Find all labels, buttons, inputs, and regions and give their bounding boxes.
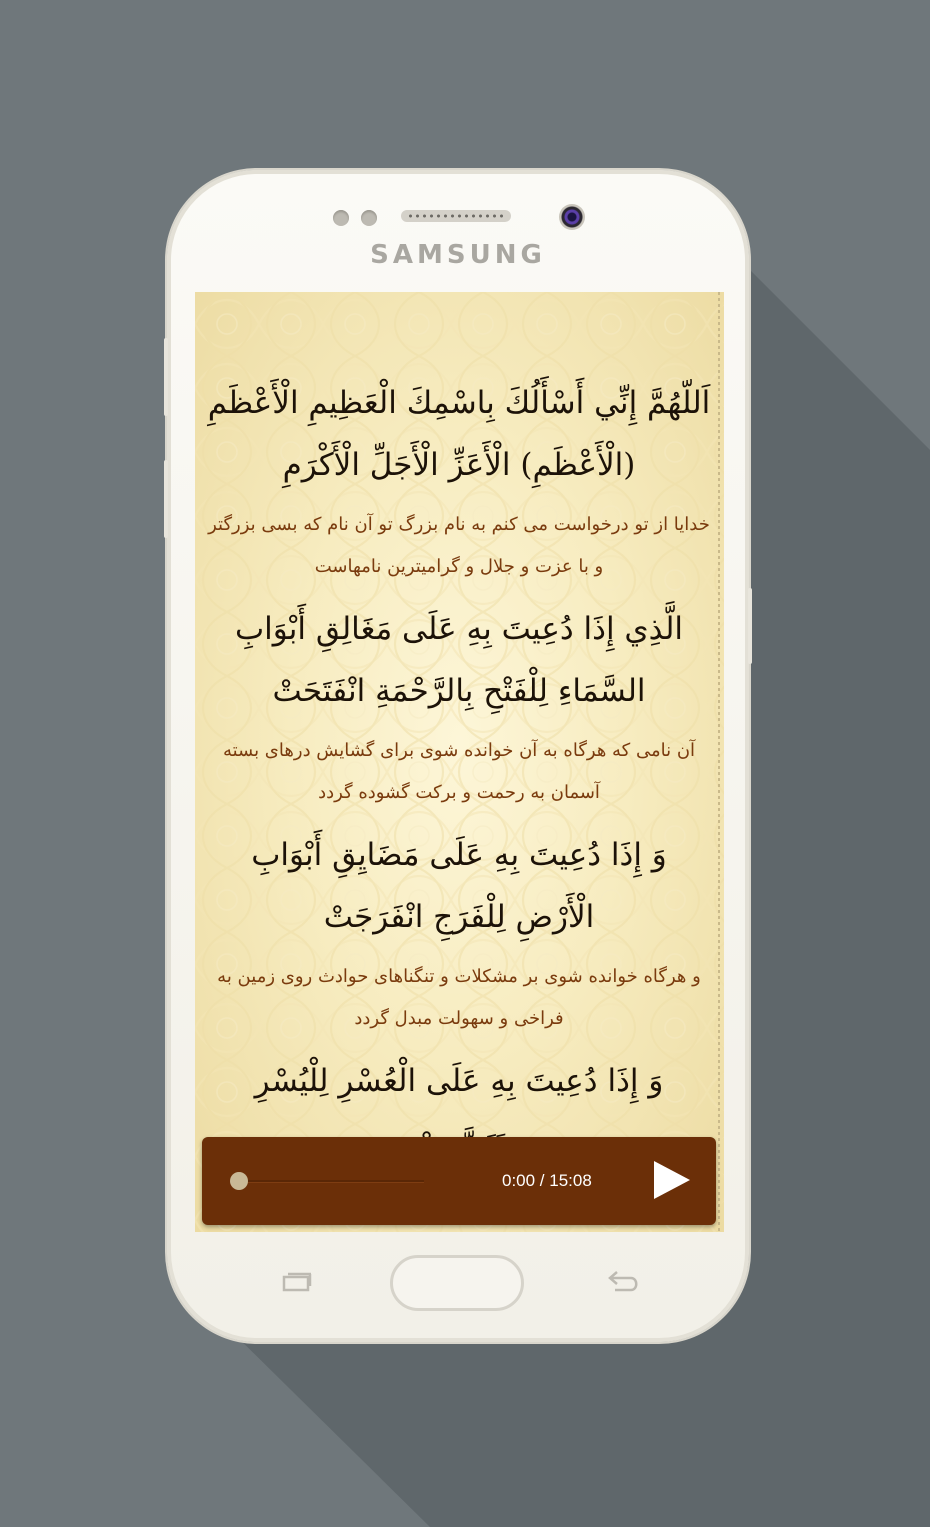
back-icon[interactable] (607, 1268, 641, 1294)
verse-translation-1: خدایا از تو درخواست می کنم به نام بزرگ تو آن نام که بسی بزرگتر و با عزت و جلال و گرامیترین نامهاست (208, 514, 710, 577)
playback-time: 0:00 / 15:08 (502, 1171, 592, 1190)
play-icon (654, 1161, 690, 1199)
verse-arabic-3: وَ إِذَا دُعِيتَ بِهِ عَلَى مَضَايِقِ أَبْوَابِ الْأَرْضِ لِلْفَرَجِ انْفَرَجَتْ (251, 837, 667, 935)
front-camera (559, 204, 585, 230)
home-button[interactable] (390, 1255, 524, 1311)
phone-frame (167, 170, 749, 1342)
light-sensor (361, 210, 377, 226)
screen[interactable] (195, 292, 724, 1232)
power-button (748, 588, 752, 664)
volume-up-button (164, 338, 168, 416)
edge-dashed-border (718, 292, 720, 1232)
brand-logo: SAMSUNG (370, 240, 546, 270)
verse-translation-2: آن نامی که هرگاه به آن خوانده شوی برای گشایش درهای بسته آسمان به رحمت و برکت گشوده گردد (222, 740, 696, 803)
recent-apps-icon[interactable] (282, 1272, 312, 1292)
volume-down-button (164, 460, 168, 538)
verse-arabic-2: الَّذِي إِذَا دُعِيتَ بِهِ عَلَى مَغَالِقِ أَبْوَابِ السَّمَاءِ لِلْفَتْحِ بِالرَّحْمَةِ انْفَتَحَتْ (234, 611, 684, 709)
audio-player (202, 1137, 716, 1225)
play-button[interactable] (652, 1159, 692, 1201)
seek-thumb[interactable] (230, 1172, 248, 1190)
verse-arabic-4: وَ إِذَا دُعِيتَ بِهِ عَلَى الْعُسْرِ لِلْيُسْرِ (254, 1063, 664, 1099)
seek-bar[interactable] (240, 1180, 424, 1182)
verse-arabic-1: اَللّهُمَّ إِنِّي أَسْأَلُكَ بِاسْمِكَ الْعَظِيمِ الْأَعْظَمِ (الْأَعْظَمِ) الْأَعَزِّ الْأَجَلِّ الْأَكْرَمِ (207, 385, 711, 483)
proximity-sensor (333, 210, 349, 226)
verse-translation-3: و هرگاه خوانده شوی بر مشکلات و تنگناهای حوادث روی زمین به فراخی و سهولت مبدل گردد (217, 966, 701, 1029)
prayer-content (207, 372, 711, 1174)
earpiece-speaker (401, 210, 511, 222)
